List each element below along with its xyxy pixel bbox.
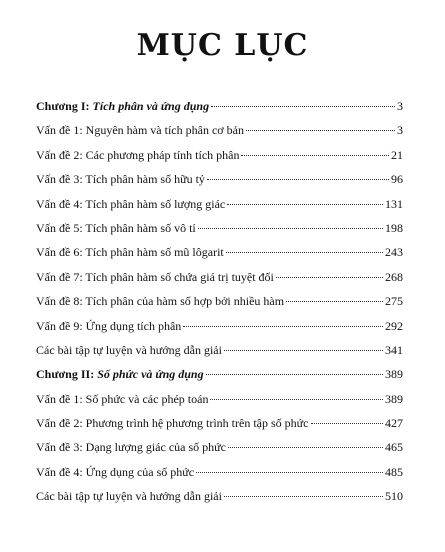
- toc-entry-label: Vấn đề 5: Tích phân hàm số vô tỉ: [36, 220, 196, 235]
- dot-leader: [228, 447, 383, 448]
- page-number: 243: [385, 245, 403, 260]
- toc-entry-label: Vấn đề 2: Các phương pháp tính tích phân: [36, 147, 240, 162]
- page-number: 427: [385, 416, 403, 431]
- toc-entry-label: Các bài tập tự luyện và hướng dẫn giải: [36, 489, 222, 504]
- toc-entry-row: [36, 392, 403, 416]
- page-number: 198: [385, 220, 403, 235]
- dot-leader: [183, 326, 383, 327]
- dot-leader: [211, 106, 395, 107]
- toc-entry-label: Vấn đề 3: Tích phân hàm số hữu tỷ: [36, 172, 205, 187]
- page-number: 510: [385, 489, 403, 504]
- toc-entry-label: Các bài tập tự luyện và hướng dẫn giải: [36, 342, 222, 357]
- toc-entry-label: [36, 99, 209, 114]
- dot-leader: [227, 204, 383, 205]
- page-number: 96: [391, 172, 403, 187]
- toc-entry-label: Vấn đề 4: Tích phân hàm số lượng giác: [36, 196, 226, 211]
- toc-entry-label: Vấn đề 9: Ứng dụng tích phân: [36, 318, 182, 333]
- page-number: 292: [385, 318, 403, 333]
- toc-entry-row: [36, 294, 403, 318]
- dot-leader: [206, 374, 383, 375]
- toc-entry-row: [36, 197, 403, 221]
- dot-leader: [224, 350, 383, 351]
- table-of-contents: [36, 99, 403, 514]
- toc-entry-label: Vấn đề 8: Tích phân của hàm số hợp bởi nhiều hàm: [36, 294, 285, 309]
- dot-leader: [210, 399, 383, 400]
- page-number: 21: [391, 147, 403, 162]
- dot-leader: [196, 472, 383, 473]
- page-number: 485: [385, 464, 403, 479]
- page-number: 341: [385, 342, 403, 357]
- page-title: MỤC LỤC: [136, 28, 309, 63]
- toc-entry-label: Vấn đề 2: Phương trình hệ phương trình trên tập số phức: [36, 416, 309, 431]
- toc-entry-label: Vấn đề 1: Số phức và các phép toán: [36, 391, 209, 406]
- toc-entry-row: [36, 465, 403, 489]
- toc-entry-label: Vấn đề 6: Tích phân hàm số mũ lôgarit: [36, 245, 224, 260]
- toc-chapter-row: [36, 367, 403, 391]
- toc-entry-row: [36, 416, 403, 440]
- chapter-number: Chương I:: [36, 99, 93, 113]
- page-number: 389: [385, 367, 403, 382]
- toc-entry-row: [36, 440, 403, 464]
- toc-entry-row: [36, 245, 403, 269]
- toc-entry-row: [36, 319, 403, 343]
- page-number: 465: [385, 440, 403, 455]
- chapter-topic: Tích phân và ứng dụng: [92, 99, 210, 113]
- dot-leader: [246, 130, 395, 131]
- page-number: 3: [397, 123, 403, 138]
- toc-entry-label: Vấn đề 4: Ứng dụng của số phức: [36, 464, 195, 479]
- toc-chapter-row: [36, 99, 403, 123]
- page-number: 275: [385, 294, 403, 309]
- page-number: 131: [385, 196, 403, 211]
- toc-entry-label: Vấn đề 1: Nguyên hàm và tích phân cơ bản: [36, 123, 244, 138]
- toc-entry-row: [36, 221, 403, 245]
- dot-leader: [226, 252, 383, 253]
- dot-leader: [276, 277, 383, 278]
- dot-leader: [207, 179, 389, 180]
- toc-entry-row: [36, 172, 403, 196]
- chapter-number: Chương II:: [36, 367, 98, 382]
- toc-entry-label: [36, 367, 204, 382]
- dot-leader: [286, 301, 383, 302]
- toc-entry-row: [36, 123, 403, 147]
- dot-leader: [311, 423, 384, 424]
- dot-leader: [198, 228, 383, 229]
- toc-entry-row: [36, 489, 403, 513]
- chapter-topic: Số phức và ứng dụng: [97, 367, 204, 382]
- dot-leader: [224, 496, 383, 497]
- toc-entry-row: [36, 343, 403, 367]
- page-number: 268: [385, 269, 403, 284]
- toc-entry-label: Vấn đề 3: Dạng lượng giác của số phức: [36, 440, 226, 455]
- page-number: 3: [397, 99, 403, 113]
- toc-entry-row: [36, 148, 403, 172]
- page-number: 389: [385, 391, 403, 406]
- toc-entry-label: Vấn đề 7: Tích phân hàm số chứa giá trị tuyệt đối: [36, 269, 274, 284]
- dot-leader: [241, 155, 389, 156]
- toc-entry-row: [36, 270, 403, 294]
